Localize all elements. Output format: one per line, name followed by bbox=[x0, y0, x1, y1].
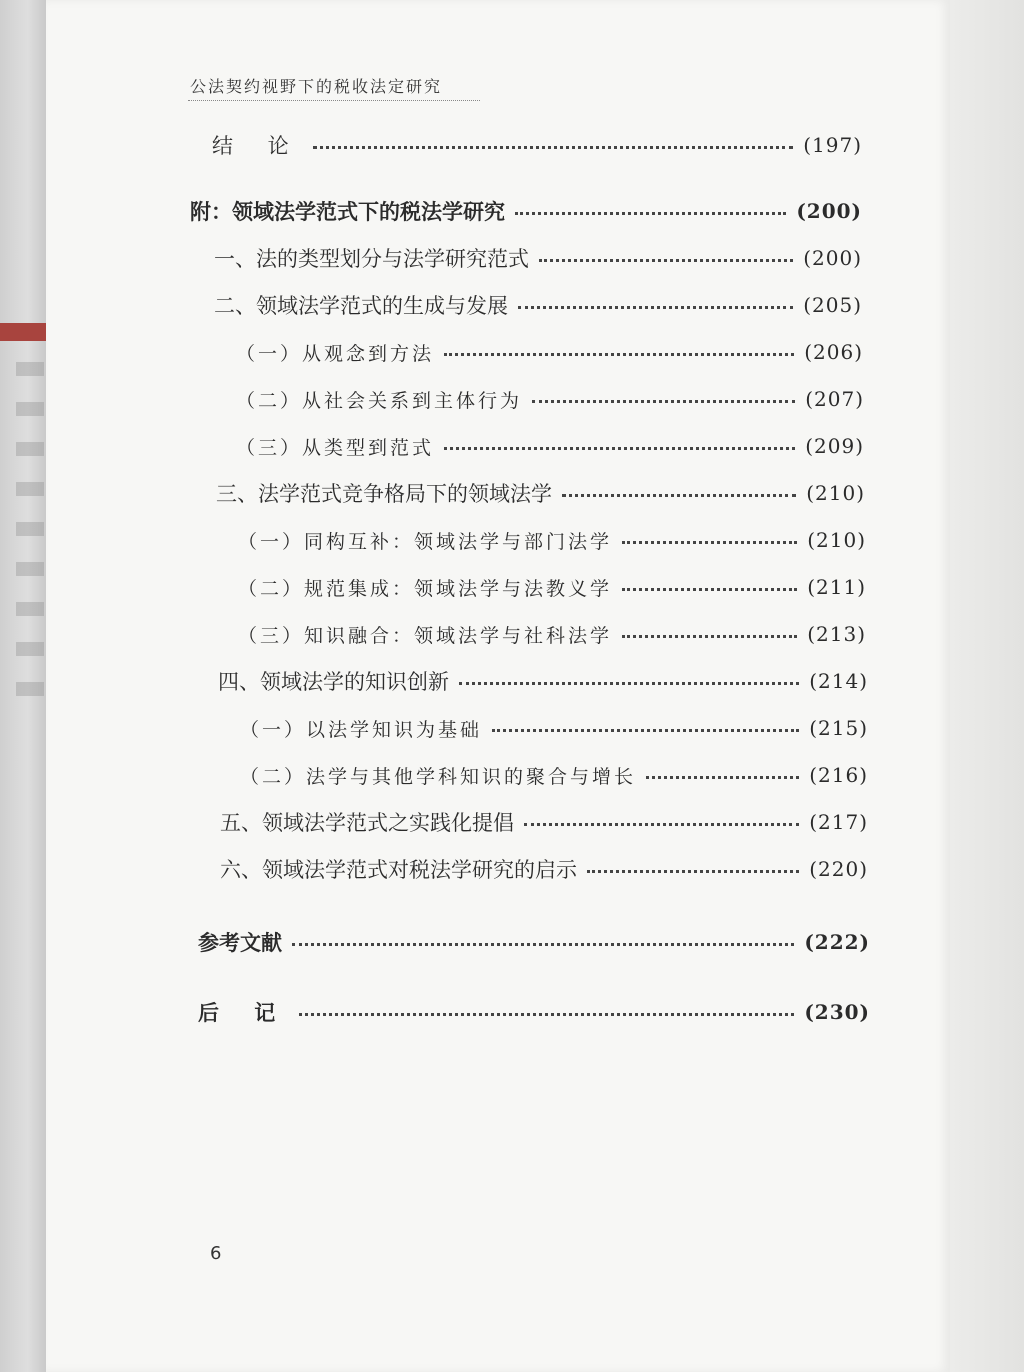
toc-leader-dots bbox=[587, 870, 799, 873]
toc-page: (217) bbox=[809, 810, 868, 834]
toc-label: （一）同构互补：领域法学与部门法学 bbox=[238, 530, 613, 553]
toc-label: 四、领域法学的知识创新 bbox=[218, 670, 449, 694]
toc-entry-section-1[interactable] bbox=[214, 241, 862, 275]
toc-entry-appendix[interactable] bbox=[190, 194, 862, 228]
page-number: 6 bbox=[210, 1243, 222, 1264]
toc-label: 后 记 bbox=[198, 1001, 290, 1025]
toc-page: (220) bbox=[809, 857, 868, 881]
toc-entry-section-4[interactable] bbox=[218, 664, 868, 698]
toc-page: (222) bbox=[804, 930, 870, 954]
spine-red-band bbox=[0, 323, 46, 341]
toc-label: 附：领域法学范式下的税法学研究 bbox=[190, 200, 505, 224]
toc-leader-dots bbox=[524, 823, 799, 826]
toc-page: (206) bbox=[804, 340, 863, 364]
toc-page: (215) bbox=[809, 716, 868, 740]
toc-entry-section-2-3[interactable] bbox=[236, 429, 864, 463]
toc-leader-dots bbox=[459, 682, 799, 685]
toc-leader-dots bbox=[622, 635, 797, 638]
toc-leader-dots bbox=[518, 306, 793, 309]
toc-entry-section-5[interactable] bbox=[220, 805, 868, 839]
toc-label: （一）从观念到方法 bbox=[236, 342, 435, 365]
toc-page: (214) bbox=[809, 669, 868, 693]
toc-leader-dots bbox=[515, 212, 786, 215]
toc-label: 二、领域法学范式的生成与发展 bbox=[214, 294, 508, 318]
toc-label: 三、法学范式竞争格局下的领域法学 bbox=[216, 482, 552, 506]
toc-label: （三）知识融合：领域法学与社科法学 bbox=[238, 624, 613, 647]
toc-page: (200) bbox=[796, 199, 862, 223]
toc-label: 参考文献 bbox=[198, 931, 282, 955]
toc-page: (213) bbox=[807, 622, 866, 646]
toc-entry-section-3[interactable] bbox=[216, 476, 865, 510]
running-head: 公法契约视野下的税收法定研究 bbox=[190, 77, 443, 96]
toc-page: (207) bbox=[805, 387, 864, 411]
toc-leader-dots bbox=[539, 259, 793, 262]
toc-label: 五、领域法学范式之实践化提倡 bbox=[220, 811, 514, 835]
toc-entry-section-4-2[interactable] bbox=[240, 758, 868, 792]
toc-page: (230) bbox=[804, 1000, 870, 1024]
toc-label: （二）法学与其他学科知识的聚合与增长 bbox=[240, 765, 637, 788]
toc-entry-section-3-1[interactable] bbox=[238, 523, 866, 557]
toc-entry-section-2-1[interactable] bbox=[236, 335, 863, 369]
toc-page: (210) bbox=[806, 481, 865, 505]
toc-entry-section-6[interactable] bbox=[220, 852, 868, 886]
toc-label: 一、法的类型划分与法学研究范式 bbox=[214, 247, 529, 271]
toc-leader-dots bbox=[562, 494, 796, 497]
toc-label: （二）规范集成：领域法学与法教义学 bbox=[238, 577, 613, 600]
toc-leader-dots bbox=[299, 1013, 794, 1016]
toc-entry-section-3-2[interactable] bbox=[238, 570, 866, 604]
toc-label: （三）从类型到范式 bbox=[236, 436, 435, 459]
running-head-rule bbox=[188, 100, 480, 101]
toc-page: (197) bbox=[803, 133, 862, 157]
toc-leader-dots bbox=[313, 146, 794, 149]
toc-leader-dots bbox=[622, 541, 797, 544]
page-right-margin bbox=[950, 0, 1024, 1372]
toc-entry-section-3-3[interactable] bbox=[238, 617, 866, 651]
toc-label: 六、领域法学范式对税法学研究的启示 bbox=[220, 858, 577, 882]
toc-entry-postscript[interactable] bbox=[198, 995, 870, 1029]
toc-label: （一）以法学知识为基础 bbox=[240, 718, 483, 741]
toc-leader-dots bbox=[492, 729, 799, 732]
toc-page: (216) bbox=[809, 763, 868, 787]
toc-leader-dots bbox=[622, 588, 797, 591]
toc-entry-section-2[interactable] bbox=[214, 288, 862, 322]
toc-page: (210) bbox=[807, 528, 866, 552]
toc-leader-dots bbox=[532, 400, 795, 403]
toc-label: 结 论 bbox=[212, 134, 303, 158]
toc-entry-references[interactable] bbox=[198, 925, 870, 959]
toc-page: (200) bbox=[803, 246, 862, 270]
toc-label: （二）从社会关系到主体行为 bbox=[236, 389, 523, 412]
toc-entry-section-2-2[interactable] bbox=[236, 382, 864, 416]
toc-leader-dots bbox=[444, 447, 795, 450]
toc-leader-dots bbox=[292, 943, 794, 946]
toc-page: (209) bbox=[805, 434, 864, 458]
toc-entry-conclusion[interactable] bbox=[212, 128, 862, 162]
toc-leader-dots bbox=[646, 776, 799, 779]
toc-page: (211) bbox=[807, 575, 866, 599]
toc-entry-section-4-1[interactable] bbox=[240, 711, 868, 745]
spine-text-marks bbox=[16, 362, 44, 722]
toc-leader-dots bbox=[444, 353, 794, 356]
toc-page: (205) bbox=[803, 293, 862, 317]
